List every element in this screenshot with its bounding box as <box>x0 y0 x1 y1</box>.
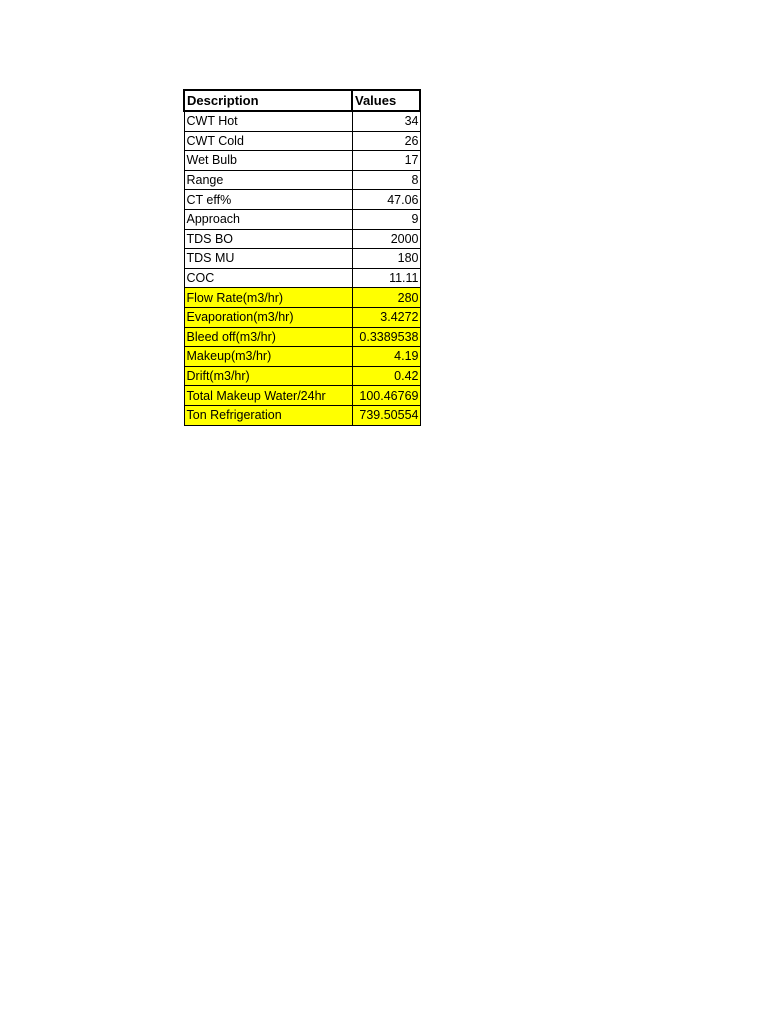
table-row <box>184 170 420 190</box>
row-label: TDS BO <box>184 229 352 249</box>
row-value: 2000 <box>352 229 420 249</box>
row-value: 26 <box>352 131 420 151</box>
table-row-highlighted <box>184 288 420 308</box>
row-value: 100.46769 <box>352 386 420 406</box>
row-label: Flow Rate(m3/hr) <box>184 288 352 308</box>
row-value: 9 <box>352 209 420 229</box>
table-row-highlighted <box>184 347 420 367</box>
row-value: 17 <box>352 151 420 171</box>
row-value: 0.42 <box>352 366 420 386</box>
row-value: 739.50554 <box>352 405 420 425</box>
table-row-highlighted <box>184 327 420 347</box>
table-row <box>184 131 420 151</box>
row-value: 3.4272 <box>352 307 420 327</box>
cooling-tower-table <box>183 89 421 426</box>
row-label: COC <box>184 268 352 288</box>
table-row <box>184 229 420 249</box>
row-label: CT eff% <box>184 190 352 210</box>
row-label: Wet Bulb <box>184 151 352 171</box>
row-value: 11.11 <box>352 268 420 288</box>
table-row <box>184 151 420 171</box>
row-value: 0.3389538 <box>352 327 420 347</box>
row-label: Bleed off(m3/hr) <box>184 327 352 347</box>
table-row <box>184 249 420 269</box>
row-value: 4.19 <box>352 347 420 367</box>
header-description: Description <box>184 90 352 111</box>
table-row <box>184 190 420 210</box>
row-value: 180 <box>352 249 420 269</box>
row-label: Range <box>184 170 352 190</box>
table-row-highlighted <box>184 307 420 327</box>
row-label: Ton Refrigeration <box>184 405 352 425</box>
row-label: Evaporation(m3/hr) <box>184 307 352 327</box>
row-label: CWT Cold <box>184 131 352 151</box>
table-row-highlighted <box>184 405 420 425</box>
table-header-row <box>184 90 420 111</box>
row-label: CWT Hot <box>184 111 352 131</box>
header-values: Values <box>352 90 420 111</box>
row-value: 34 <box>352 111 420 131</box>
table-row <box>184 209 420 229</box>
row-label: Total Makeup Water/24hr <box>184 386 352 406</box>
table-row <box>184 111 420 131</box>
row-label: Drift(m3/hr) <box>184 366 352 386</box>
row-label: TDS MU <box>184 249 352 269</box>
row-value: 47.06 <box>352 190 420 210</box>
table-row <box>184 268 420 288</box>
table-row-highlighted <box>184 366 420 386</box>
row-value: 280 <box>352 288 420 308</box>
table-row-highlighted <box>184 386 420 406</box>
row-label: Makeup(m3/hr) <box>184 347 352 367</box>
table-body <box>184 111 420 425</box>
row-label: Approach <box>184 209 352 229</box>
row-value: 8 <box>352 170 420 190</box>
